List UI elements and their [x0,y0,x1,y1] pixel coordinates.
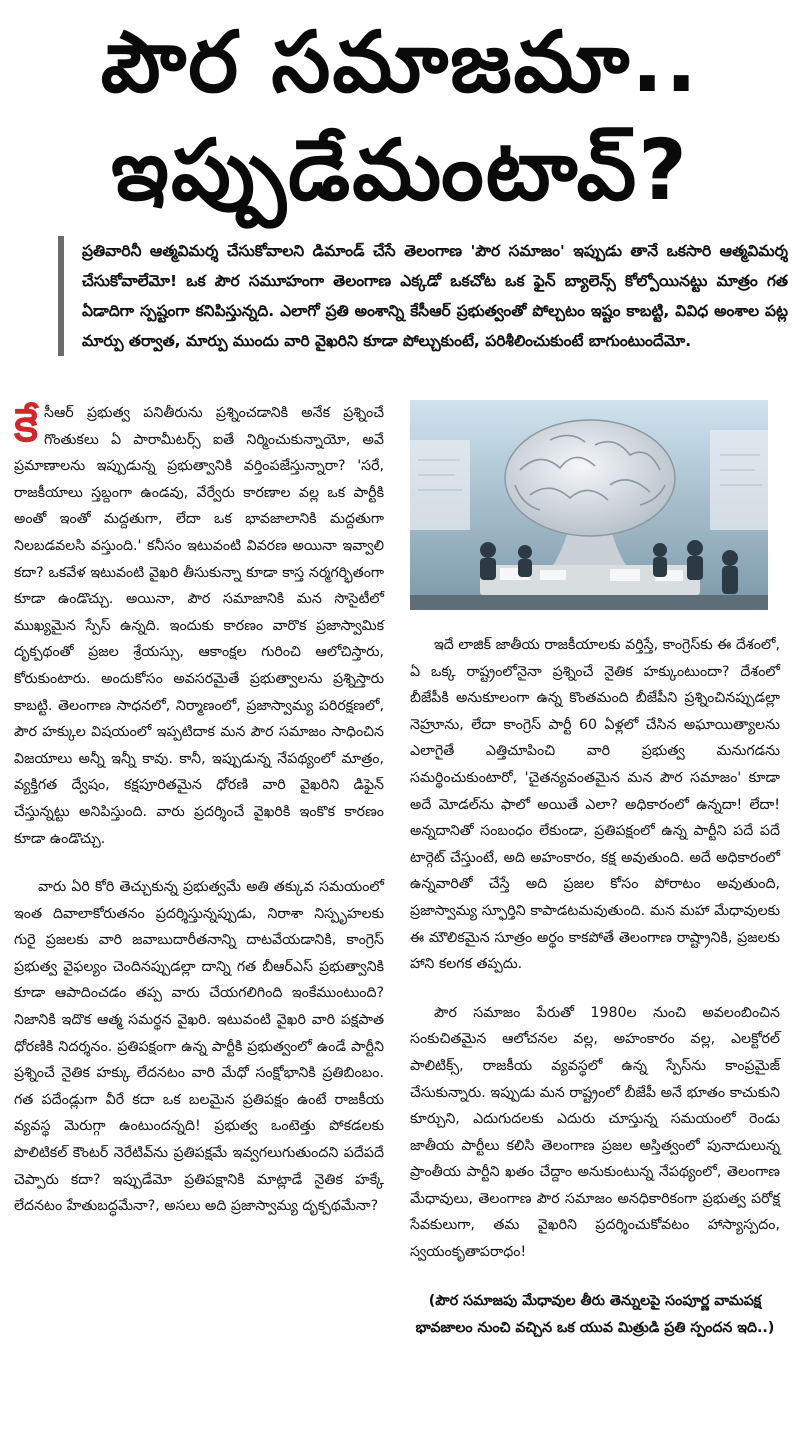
right-paragraph-1: ఇదే లాజిక్ జాతీయ రాజకీయాలకు వర్తిస్తే, కాంగ్రెస్‌కు ఈ దేశంలో, ఏ ఒక్క రాష్ట్రంలోనైనా ప్రశ్నించే నైతిక హక్కుంటుందా? దేశంలో బీజేపీకి అనుకూలంగా ఉన్న కొంతమంది బీజేపీని ప్రశ్నించినప్పుడల్లా నెహ్రూను, లేదా కాంగ్రెస్ పార్టీ 60 ఏళ్లలో చేసిన అఘాయిత్యాలను ఎలాగైతే ఎత్తిచూపించి వారి ప్రభుత్వ మనుగడను సమర్థించుకుంటారో, 'చైతన్యవంతమైన మన పౌర సమాజం' కూడా అదే మోడల్‌ను ఫాలో అయితే ఎలా? అధికారంలో ఉన్నదా! లేదా! అన్నదానితో సంబంధం లేకుండా, ప్రతిపక్షంలో ఉన్న పార్టీని పదే పదే టార్గెట్ చేస్తుంటే, అది అహంకారం, కక్ష అవుతుంది. అదే అధికారంలో ఉన్నవారితో చేస్తే అది ప్రజల కోసం పోరాటం అవుతుంది, ప్రజాస్వామ్య స్ఫూర్తిని కాపాడటమవుతుంది. మన మహా మేధావులకు ఈ మౌలికమైన సూత్రం అర్థం కాకపోతే తెలంగాణ రాష్ట్రానికి, ప్రజలకు హాని కలగక తప్పదు. [410,637,780,973]
brain-illustration-image [410,400,768,610]
headline-line-2: ఇప్పుడేమంటావ్? [111,121,689,219]
left-paragraph-1 [14,400,384,852]
standfirst: ప్రతివారినీ ఆత్మవిమర్శ చేసుకోవాలని డిమాండ్ చేసే తెలంగాణ 'పౌర సమాజం' ఇప్పుడు తానే ఒకసారి ఆత్మవిమర్శ చేసుకోవాలేమో! ఒక పౌర సమూహంగా తెలంగాణ ఎక్కడో ఒకచోట ఒక ఫైన్ బ్యాలెన్స్ కోల్పోయినట్టు మాత్రం గత ఏడాదిగా స్పష్టంగా కనిపిస్తున్నది. ఎలాగో ప్రతి అంశాన్ని కేసీఆర్ ప్రభుత్వంతో పోల్చటం ఇష్టం కాబట్టి, వివిధ అంశాల పట్ల మార్పు తర్వాత, మార్పు ముందు వారి వైఖరిని కూడా పోల్చుకుంటే, పరిశీలించుకుంటే బాగుంటుందేమో. [58,236,788,356]
left-paragraph-2: వారు ఏరి కోరి తెచ్చుకున్న ప్రభుత్వమే అతి తక్కువ సమయంలో ఇంత దివాలాకోరుతనం ప్రదర్శిస్తున్నప్పుడు, నిరాశా నిస్పృహలకు గురై ప్రజలకు వారి జవాబుదారీతనాన్ని దాటవేయడానికి, కాంగ్రెస్ ప్రభుత్వ వైఫల్యం చెందినప్పుడల్లా దాన్ని గత బీఆర్ఎస్ ప్రభుత్వానికి కూడా ఆపాదించడం తప్ప వారు చేయగలిగింది ఇంకేముంటుంది? నిజానికి ఇదొక ఆత్మ సమర్థన వైఖరి. ఇటువంటి వైఖరి వారి పక్షపాత ధోరణికి నిదర్శనం. ప్రతిపక్షంగా ఉన్న పార్టీకి ప్రభుత్వంలో ఉండే పార్టీని ప్రశ్నించే నైతిక హక్కు లేదనటం వారి మేధో సంక్షోభానికి ప్రతిబింబం. గత పదేండ్లుగా వీరే కదా ఒక బలమైన ప్రతిపక్షం ఉంటే రాజకీయ వ్యవస్థ మెరుగ్గా ఉంటుందన్నది! ప్రభుత్వ ఒంటెత్తు పోకడలకు పొలిటికల్ కౌంటర్ నెరేటివ్‌ను ప్రతిపక్షమే ఇవ్వగలుగుతుందని పదేపదే చెప్పారు కదా? ఇప్పుడేమో ప్రతిపక్షానికి మాట్లాడే నైతిక హక్కే లేదనటం హేతుబద్ధమేనా?, అసలు అది ప్రజాస్వామ్య దృక్పథమేనా? [14,879,384,1215]
dropcap: కే [14,398,39,452]
left-column [14,400,384,1242]
author-note: (పౌర సమాజపు మేధావుల తీరు తెన్నులపై సంపూర్ణ వామపక్ష భావజాలం నుంచి వచ్చిన ఒక యువ మిత్రుడి ప్రతి స్పందన ఇది..) [415,1292,775,1336]
left-paragraph-1-text: సీఆర్ ప్రభుత్వ పనితీరును ప్రశ్నించడానికి అనేక ప్రశ్నించే గొంతుకలు ఏ పారామీటర్స్ ఐతే నిర్మించుకున్నాయో, అవే ప్రమాణాలను ఇప్పుడున్న ప్రభుత్వానికి వర్తింపజేస్తున్నారా? 'సరే, రాజకీయాలు స్తబ్దంగా ఉండవు, వేర్వేరు కారణాల వల్ల ఒక పార్టీకి అంతో ఇంతో మద్దతుగా, లేదా ఒక భావజాలానికి మద్దతుగా నిలబడవలసి వస్తుంది.' కనీసం ఇటువంటి వివరణ అయినా ఇవ్వాలి కదా? ఒకవేళ ఇటువంటి వైఖరి తీసుకున్నా కూడా కాస్త నర్మగర్భితంగా కూడా ఉండొచ్చు. అయినా, పౌర సమాజానికి మన సొసైటీలో ముఖ్యమైన స్పేస్ ఉన్నది. ఇందుకు కారణం వారొక ప్రజాస్వామిక దృక్పథంతో ప్రజల శ్రేయస్సు, ఆకాంక్షల గురించి ఆలోచిస్తారు, కోరుకుంటారు. అందుకోసం అవసరమైతే ప్రభుత్వాలను ప్రశ్నిస్తారు కాబట్టి. తెలంగాణ సాధనలో, నిర్మాణంలో, ప్రజాస్వామ్య పరిరక్షణలో, పౌర హక్కుల విషయంలో ఇప్పటిదాక మన పౌర సమాజం సాధించిన విజయాలు అన్నీ ఇన్నీ కావు. కానీ, ఇప్పుడున్న నేపథ్యంలో మాత్రం, వ్యక్తిగత ద్వేషం, కక్షపూరితమైన ధోరణి వారి వైఖరిని డిఫైన్ చేస్తున్నట్టు అనిపిస్తుంది. వారు ప్రదర్శించే వైఖరికి ఇంకొక కారణం కూడా ఉండొచ్చు. [14,405,384,847]
headline [0,8,800,224]
right-paragraph-2: పౌర సమాజం పేరుతో 1980ల నుంచి అవలంబించిన సంకుచితమైన ఆలోచనల వల్ల, అహంకారం వల్ల, ఎలక్టోరల్ పాలిటిక్స్, రాజకీయ వ్యవస్థలో ఉన్న స్పేస్‌ను కాంప్రమైజ్ చేసుకున్నారు. ఇప్పుడు మన రాష్ట్రంలో బీజేపీ అనే భూతం కాచుకుని కూర్చుని, ఎదుగుదలకు ఎదురు చూస్తున్న సమయంలో రెండు జాతీయ పార్టీలు కలిసి తెలంగాణ ప్రజల అస్తిత్వంలో పునాదులున్న ప్రాంతీయ పార్టీని ఖతం చేద్దాం అనుకుంటున్న నేపథ్యంలో, తెలంగాణ మేధావులు, తెలంగాణ పౌర సమాజం అనధికారికంగా ప్రభుత్వ పరోక్ష సేవకులుగా, తమ వైఖరిని ప్రదర్శించుకోవటం హాస్యాస్పదం, స్వయంకృతాపరాధం! [410,1004,780,1261]
headline-line-1: పౌర సమాజమా.. [100,13,700,111]
brain-mushroom-cloud-icon [410,400,768,610]
right-column [410,400,780,1364]
